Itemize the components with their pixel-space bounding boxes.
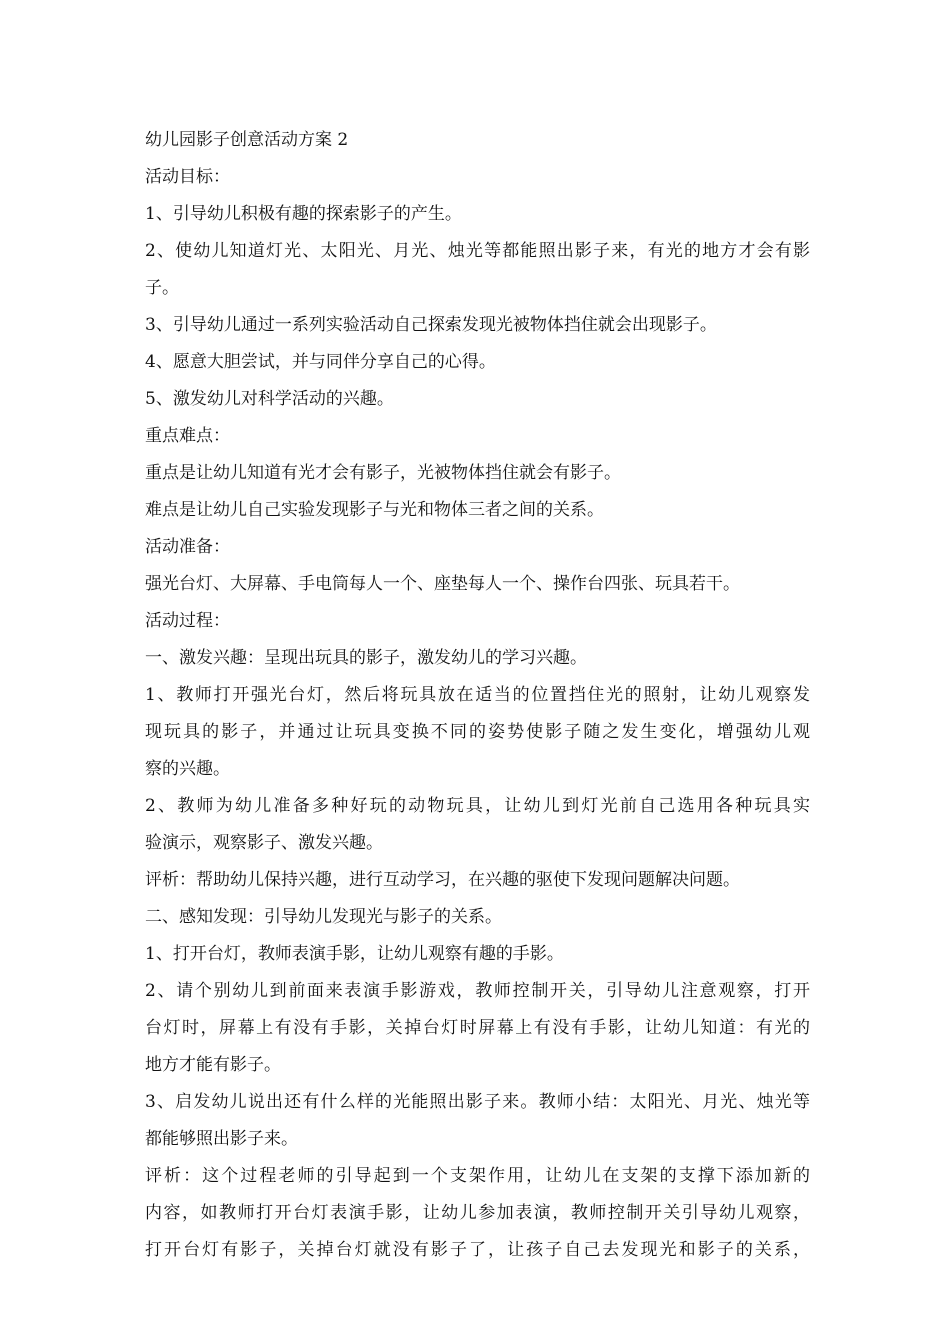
text-line: 活动过程： [145, 611, 230, 631]
text-line: 2、请个别幼儿到前面来表演手影游戏，教师控制开关，引导幼儿注意观察，打开 [145, 981, 810, 1001]
text-line: 2、教师为幼儿准备多种好玩的动物玩具，让幼儿到灯光前自己选用各种玩具实 [145, 796, 810, 816]
text-line: 评析：这个过程老师的引导起到一个支架作用，让幼儿在支架的支撑下添加新的 [145, 1166, 810, 1186]
text-line: 4、愿意大胆尝试，并与同伴分享自己的心得。 [145, 352, 496, 372]
text-line: 1、打开台灯，教师表演手影，让幼儿观察有趣的手影。 [145, 944, 564, 964]
text-line: 重点难点： [145, 426, 230, 446]
text-line: 子。 [145, 278, 179, 298]
text-line: 3、引导幼儿通过一系列实验活动自己探索发现光被物体挡住就会出现影子。 [145, 315, 717, 335]
text-line: 内容，如教师打开台灯表演手影，让幼儿参加表演，教师控制开关引导幼儿观察， [145, 1203, 810, 1223]
text-line: 1、引导幼儿积极有趣的探索影子的产生。 [145, 204, 462, 224]
text-line: 台灯时，屏幕上有没有手影，关掉台灯时屏幕上有没有手影，让幼儿知道：有光的 [145, 1018, 810, 1038]
text-line: 验演示，观察影子、激发兴趣。 [145, 833, 383, 853]
text-line: 5、激发幼儿对科学活动的兴趣。 [145, 389, 394, 409]
text-line: 现玩具的影子，并通过让玩具变换不同的姿势使影子随之发生变化，增强幼儿观 [145, 722, 810, 742]
document-title: 幼儿园影子创意活动方案 2 [145, 130, 349, 150]
text-line: 活动准备： [145, 537, 230, 557]
text-line: 重点是让幼儿知道有光才会有影子，光被物体挡住就会有影子。 [145, 463, 621, 483]
document-body [145, 122, 810, 1269]
text-line: 打开台灯有影子，关掉台灯就没有影子了，让孩子自己去发现光和影子的关系， [145, 1240, 810, 1260]
text-line: 活动目标： [145, 167, 230, 187]
text-line: 地方才能有影子。 [145, 1055, 281, 1075]
text-line: 3、启发幼儿说出还有什么样的光能照出影子来。教师小结：太阳光、月光、烛光等 [145, 1092, 810, 1112]
text-line: 强光台灯、大屏幕、手电筒每人一个、座垫每人一个、操作台四张、玩具若干。 [145, 574, 740, 594]
text-line: 评析：帮助幼儿保持兴趣，进行互动学习，在兴趣的驱使下发现问题解决问题。 [145, 870, 740, 890]
text-line: 难点是让幼儿自己实验发现影子与光和物体三者之间的关系。 [145, 500, 604, 520]
text-line: 都能够照出影子来。 [145, 1129, 298, 1149]
text-line: 察的兴趣。 [145, 759, 230, 779]
text-line: 二、感知发现：引导幼儿发现光与影子的关系。 [145, 907, 502, 927]
text-line: 1、教师打开强光台灯，然后将玩具放在适当的位置挡住光的照射，让幼儿观察发 [145, 685, 810, 705]
text-line: 一、激发兴趣：呈现出玩具的影子，激发幼儿的学习兴趣。 [145, 648, 587, 668]
text-line: 2、使幼儿知道灯光、太阳光、月光、烛光等都能照出影子来，有光的地方才会有影 [145, 241, 810, 261]
